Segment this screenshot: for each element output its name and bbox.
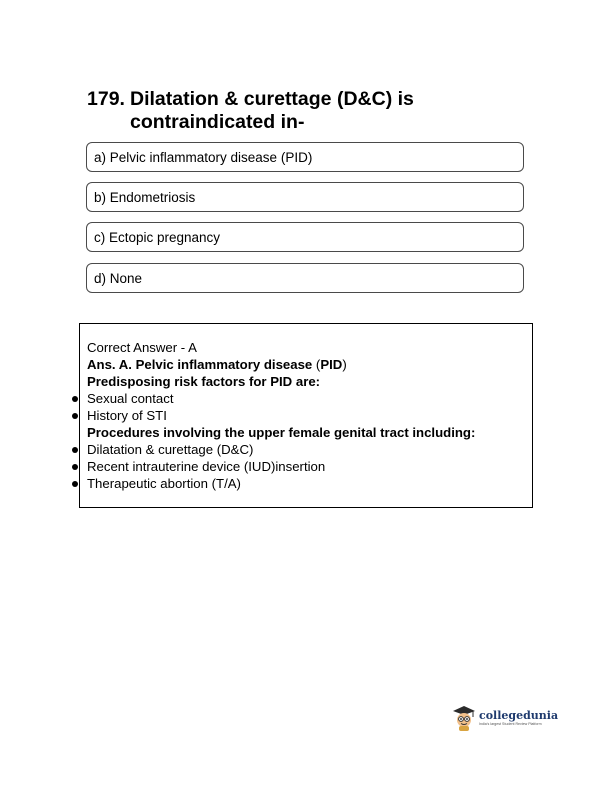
risk-heading: Predisposing risk factors for PID are:: [87, 374, 321, 389]
list-item: [72, 407, 167, 424]
list-item-text: Therapeutic abortion (T/A): [87, 476, 241, 491]
correct-answer: Correct Answer - A: [87, 340, 197, 355]
option-a[interactable]: [86, 142, 524, 172]
option-c[interactable]: [86, 222, 524, 252]
answer-title: [87, 356, 347, 373]
option-c-label: c) Ectopic pregnancy: [94, 229, 221, 245]
option-b[interactable]: [86, 182, 524, 212]
list-item: [72, 458, 325, 475]
option-d-label: d) None: [94, 270, 143, 286]
list-item-text: History of STI: [87, 408, 167, 423]
logo-name: collegedunia: [479, 708, 559, 722]
answer-prefix: Ans. A. Pelvic inflammatory disease: [87, 357, 316, 372]
list-item-text: Sexual contact: [87, 391, 174, 406]
answer-paren-open: (: [315, 357, 321, 372]
list-item-text: Dilatation & curettage (D&C): [87, 442, 254, 457]
list-item-text: Recent intrauterine device (IUD)insertion: [87, 459, 326, 474]
bullet-icon: [72, 413, 78, 419]
list-item: [72, 441, 253, 458]
procedures-heading: Procedures involving the upper female genital tract including:: [87, 425, 476, 440]
logo-tagline: India's largest Student Review Platform: [479, 721, 542, 726]
bullet-icon: [72, 464, 78, 470]
bullet-icon: [72, 481, 78, 487]
option-a-label: a) Pelvic inflammatory disease (PID): [94, 149, 313, 165]
bullet-icon: [72, 396, 78, 402]
option-b-label: b) Endometriosis: [94, 189, 196, 205]
list-item: [72, 390, 174, 407]
option-d[interactable]: [86, 263, 524, 293]
answer-abbr: PID: [320, 357, 343, 372]
graduate-mascot-icon: [452, 705, 476, 731]
list-item: [72, 475, 241, 492]
collegedunia-logo: [452, 705, 558, 731]
question-text: Dilatation & curettage (D&C) is contraindicated in-: [130, 88, 414, 133]
answer-paren-close: ): [342, 357, 347, 372]
question-number: 179.: [87, 88, 125, 110]
bullet-icon: [72, 447, 78, 453]
